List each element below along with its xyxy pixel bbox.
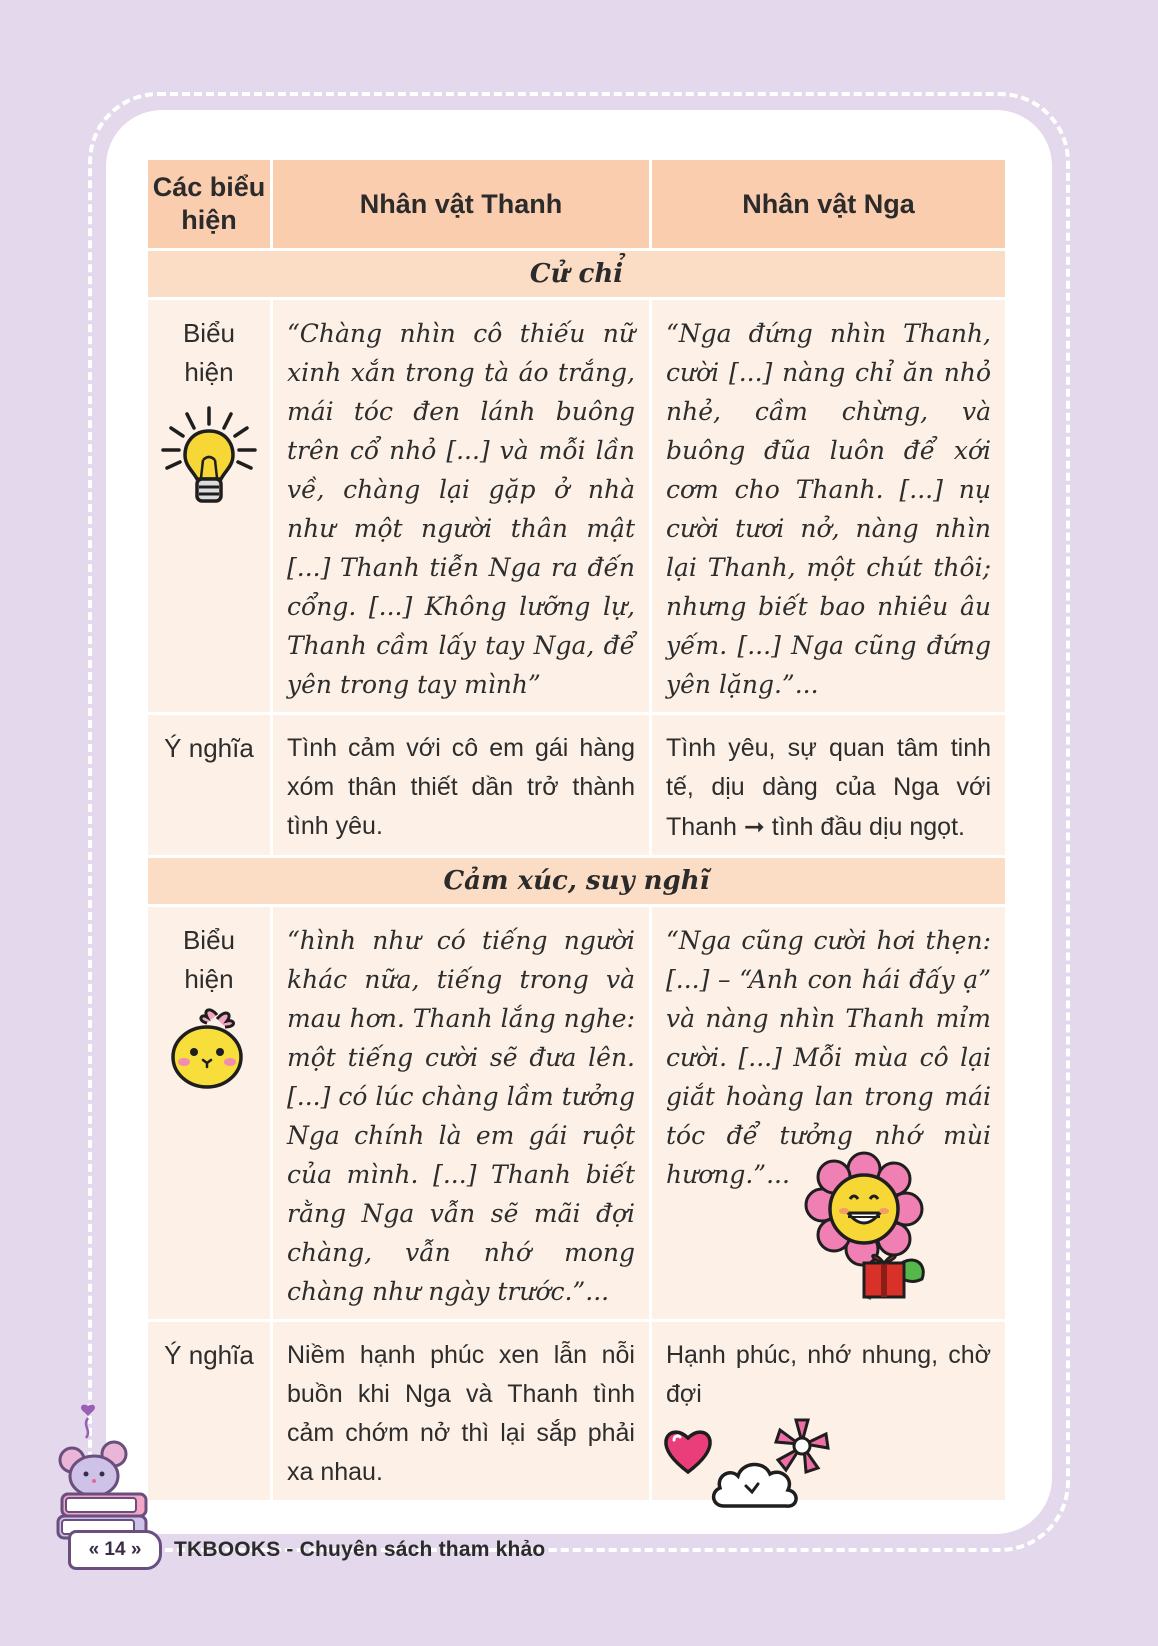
header-nga: Nhân vật Nga: [652, 160, 1005, 248]
thanh-emotion-meaning: Niềm hạnh phúc xen lẫn nỗi buồn khi Nga và Thanh tình cảm chớm nở thì lại sắp phải xa nhau.: [273, 1322, 649, 1500]
section-row-gestures: [148, 251, 1005, 297]
nga-gesture-quote: “Nga đứng nhìn Thanh, cười [...] nàng chỉ ăn nhỏ nhẻ, cầm chừng, và buông đũa luôn để xới cơm cho Thanh. [...] nụ cười tươi nở, nàng nhìn lại Thanh, một chút thôi; nhưng biết bao nhiêu âu yếm. [...] Nga cũng đứng yên lặng.”...: [652, 300, 1005, 712]
publisher-footer: TKBOOKS - Chuyên sách tham khảo: [174, 1538, 546, 1561]
nga-emotion-meaning: Hạnh phúc, nhớ nhung, chờ đợi: [666, 1341, 991, 1408]
nga-emotion-cell: [652, 907, 1005, 1319]
comparison-table: [145, 157, 1008, 1503]
right-arrow-icon: ➞: [743, 812, 765, 841]
header-thanh: Nhân vật Thanh: [273, 160, 649, 248]
nga-emotion-meaning-cell: [652, 1322, 1005, 1500]
flower-with-gift-icon: [802, 1151, 942, 1301]
lightbulb-icon: [159, 404, 259, 514]
table-header-row: [148, 160, 1005, 248]
section-title-emotions: Cảm xúc, suy nghĩ: [148, 858, 1005, 904]
pink-flower-icon: [772, 1416, 832, 1476]
thanh-gesture-quote: “Chàng nhìn cô thiếu nữ xinh xắn trong tà áo trắng, mái tóc đen lánh buông trên cổ nhỏ [...] và mỗi lần về, chàng lại gặp ở nhà như một người thân mật [...] Thanh tiễn Nga ra đến cổng. [...] Không lưỡng lự, Thanh cầm lấy tay Nga, để yên trong tay mình”: [273, 300, 649, 712]
header-manifestations: Các biểu hiện: [148, 160, 270, 248]
nga-gesture-meaning-result: tình đầu dịu ngọt.: [771, 813, 965, 841]
row-label: Ý nghĩa: [148, 1322, 270, 1500]
section-row-emotions: [148, 858, 1005, 904]
nga-emotion-quote: “Nga cũng cười hơi thẹn: [...] – “Anh con hái đấy ạ” và nàng nhìn Thanh mỉm cười. [...] Mỗi mùa cô lại giắt hoàng lan trong mái tóc để tưởng nhớ mùi hương.”...: [666, 926, 991, 1189]
row-label: Ý nghĩa: [148, 715, 270, 855]
row-label: Biểu hiện: [182, 925, 236, 994]
section-title-gestures: Cử chỉ: [148, 251, 1005, 297]
table-row: [148, 907, 1005, 1319]
row-label-cell: [148, 300, 270, 712]
table-row: [148, 300, 1005, 712]
table-row: [148, 1322, 1005, 1500]
nga-gesture-meaning-text: Tình yêu, sự quan tâm tinh tế, dịu dàng của Nga với Thanh: [666, 734, 991, 841]
chick-icon: [167, 1005, 251, 1091]
row-label: Biểu hiện: [182, 318, 236, 387]
thanh-gesture-meaning: Tình cảm với cô em gái hàng xóm thân thiết dần trở thành tình yêu.: [273, 715, 649, 855]
table-row: [148, 715, 1005, 855]
nga-gesture-meaning: [652, 715, 1005, 855]
page-number: « 14 »: [68, 1530, 162, 1570]
thanh-emotion-quote: “hình như có tiếng người khác nữa, tiếng trong và mau hơn. Thanh lắng nghe: một tiếng cười sẽ đưa lên. [...] có lúc chàng lầm tưởng Nga chính là em gái ruột của mình. [...] Thanh biết rằng Nga vẫn sẽ mãi đợi chàng, vẫn nhớ mong chàng như ngày trước.”...: [273, 907, 649, 1319]
row-label-cell: [148, 907, 270, 1319]
